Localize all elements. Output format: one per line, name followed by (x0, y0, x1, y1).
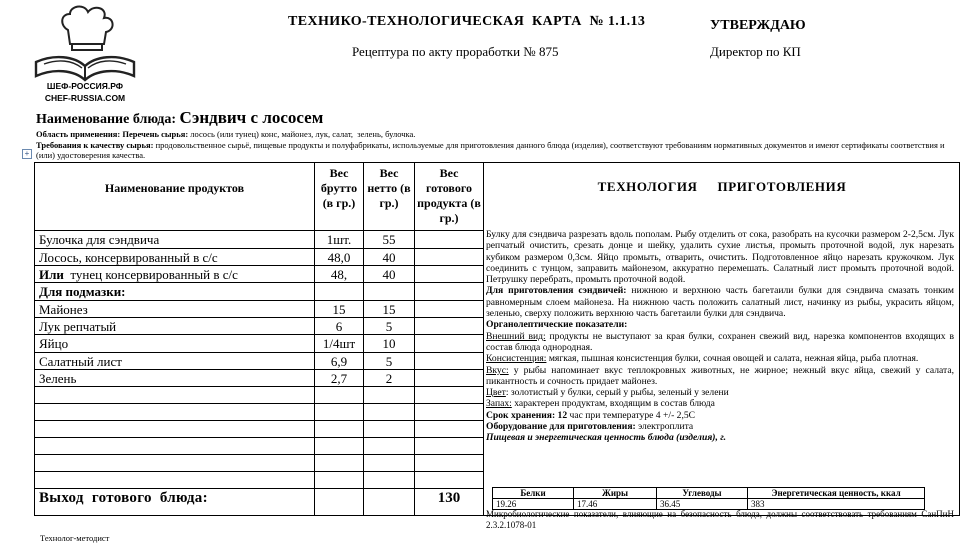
recipe-act: Рецептура по акту проработки № 875 (352, 44, 559, 59)
organo-taste: Вкус: у рыбы напоминает вкус теплокровных животных, не жирное; нежный вкус яйца, свежий у салата, пикантность и сочность придает майонез. (486, 364, 954, 387)
ingredient-gross: 6 (335, 319, 343, 334)
dish-value: Сэндвич с лососем (179, 108, 324, 127)
ingredient-name: Или тунец консервированный в с/с (39, 267, 238, 282)
ingredient-gross: 15 (332, 302, 346, 317)
ingredient-gross: 48,0 (327, 250, 351, 265)
scope-text: лосось (или тунец) конс, майонез, лук, салат, зелень, булочка. (188, 129, 416, 139)
nutrition-value: 36.45 (657, 499, 748, 510)
card-title: ТЕХНИКО-ТЕХНОЛОГИЧЕСКАЯ КАРТА № 1.1.13 (288, 14, 646, 29)
nutrition-header: Жиры (574, 488, 657, 499)
ingredient-name: Лосось, консервированный в с/с (39, 250, 218, 265)
col-header-technology: ТЕХНОЛОГИЯ ПРИГОТОВЛЕНИЯ (597, 179, 847, 194)
approve-label: УТВЕРЖДАЮ (710, 18, 806, 33)
nutrition-header: Белки (493, 488, 574, 499)
scope-line (36, 129, 415, 139)
nutrition-value: 19.26 (493, 499, 574, 510)
ingredient-name: Салатный лист (39, 354, 122, 369)
ingredient-name: Булочка для сэндвича (39, 232, 160, 247)
col-header-net: Вес нетто (в гр.) (367, 166, 411, 210)
output-label: Выход готового блюда: (39, 490, 208, 506)
ingredient-net: 10 (382, 336, 396, 351)
ingredient-name: Яйцо (39, 336, 69, 351)
organo-smell: Запах: характерен продуктам, входящим в состав блюда (486, 398, 715, 410)
dish-label: Наименование блюда: (36, 112, 180, 127)
logo-text-ru: ШЕФ-РОССИЯ.РФ (46, 81, 124, 91)
organoleptic-heading: Органолептические показатели: (486, 319, 628, 331)
ingredient-net: 15 (382, 302, 396, 317)
chef-book-icon (30, 4, 140, 82)
col-header-name: Наименование продуктов (104, 181, 245, 195)
quality-label: Требования к качеству сырья: (36, 140, 154, 150)
nutrition-header: Углеводы (657, 488, 748, 499)
dish-name (36, 108, 323, 128)
table-move-handle-icon[interactable]: + (22, 149, 32, 159)
ingredient-net: 2 (385, 371, 393, 386)
ingredient-gross: 1шт. (326, 232, 352, 247)
footer-signature: Технолог-методист (40, 533, 110, 543)
ingredient-net: 55 (382, 232, 396, 247)
technology-section (34, 162, 960, 530)
ingredient-net: 5 (385, 354, 393, 369)
microbiology-note: Микробиологические показатели, влияющие на безопасность блюда, должны соответствовать требованиям СанПиН 2.3.2.1078-01 (486, 509, 954, 530)
ingredient-name: Майонез (39, 302, 88, 317)
ingredient-net: 5 (385, 319, 393, 334)
equipment: Оборудование для приготовления: электроплита (486, 421, 694, 433)
nutrition-header: Энергетическая ценность, ккал (748, 488, 925, 499)
col-header-ready: Вес готового продукта (в гр.) (417, 166, 481, 225)
energy-value-heading: Пищевая и энергетическая ценность блюда (изделия), г. (486, 432, 727, 444)
ingredient-gross: 48, (330, 267, 348, 282)
ingredient-gross: 1/4шт (322, 336, 356, 351)
ingredient-name: Зелень (39, 371, 77, 386)
col-header-gross: Вес брутто (в гр.) (320, 166, 358, 210)
ingredient-gross: 2,7 (330, 371, 348, 386)
organo-look: Внешний вид: продукты не выступают за края булки, сохранен свежий вид, нарезка компонентов входящих в состав блюда однородная. (486, 330, 954, 353)
section-label: Для подмазки: (39, 284, 126, 299)
output-value: 130 (437, 490, 461, 506)
technology-text (486, 229, 954, 444)
tech-step-prep: Булку для сэндвича разрезать вдоль пополам. Рыбу отделить от сока, разобрать на кусочки размером 2-2,5см. Лук репчатый очистить, срезать донце и шейку, удалить сухие листья, промыть проточной водой, лук нарезать кубиком размером 0,3см. Яйцо промыть, отварить, очистить. Подготовленное яйцо нарезать кружочком. Лук соединить с тунцом, заправить майонезом, аккуратно перемешать. Салатный лист промыть проточной водой. Петрушку перебрать, промыть проточной водой. (486, 229, 954, 286)
nutrition-value: 17.46 (574, 499, 657, 510)
nutrition-table (492, 487, 925, 510)
ingredient-net: 40 (382, 267, 396, 282)
quality-requirements (36, 140, 951, 160)
scope-label: Область применения: Перечень сырья: (36, 129, 189, 139)
tech-step-assembly: Для приготовления сэндвичей: нижнюю и верхнюю часть багетаили булки для сэндвича смазать тонким равномерным слоем майонеза. На нижнюю часть положить салатный лист, начинку из рыбы, украсить яйцом, зеленью, сверху положить верхнюю часть багетаили булки для сэндвича. (486, 285, 954, 320)
logo-text-en: CHEF-RUSSIA.COM (44, 93, 126, 103)
director-label: Директор по КП (710, 44, 801, 59)
organo-color: Цвет: золотистый у булки, серый у рыбы, зеленый у зелени (486, 387, 729, 399)
quality-text: продовольственное сырьё, пищевые продукты и полуфабрикаты, используемые для приготовления данного блюда (изделия), соответствуют требованиям нормативных документов и имеют сертификаты соответствия и (или) удостоверения качества. (36, 140, 945, 160)
ingredient-name: Лук репчатый (39, 319, 117, 334)
organo-texture: Консистенция: мягкая, пышная консистенция булки, сочная овощей и салата, нежная яйца, рыба плотная. (486, 353, 919, 365)
ingredient-gross: 6,9 (330, 354, 348, 369)
storage-term: Срок хранения: 12 час при температуре 4 +/- 2,5С (486, 409, 696, 421)
nutrition-value: 383 (748, 499, 925, 510)
ingredient-net: 40 (382, 250, 396, 265)
